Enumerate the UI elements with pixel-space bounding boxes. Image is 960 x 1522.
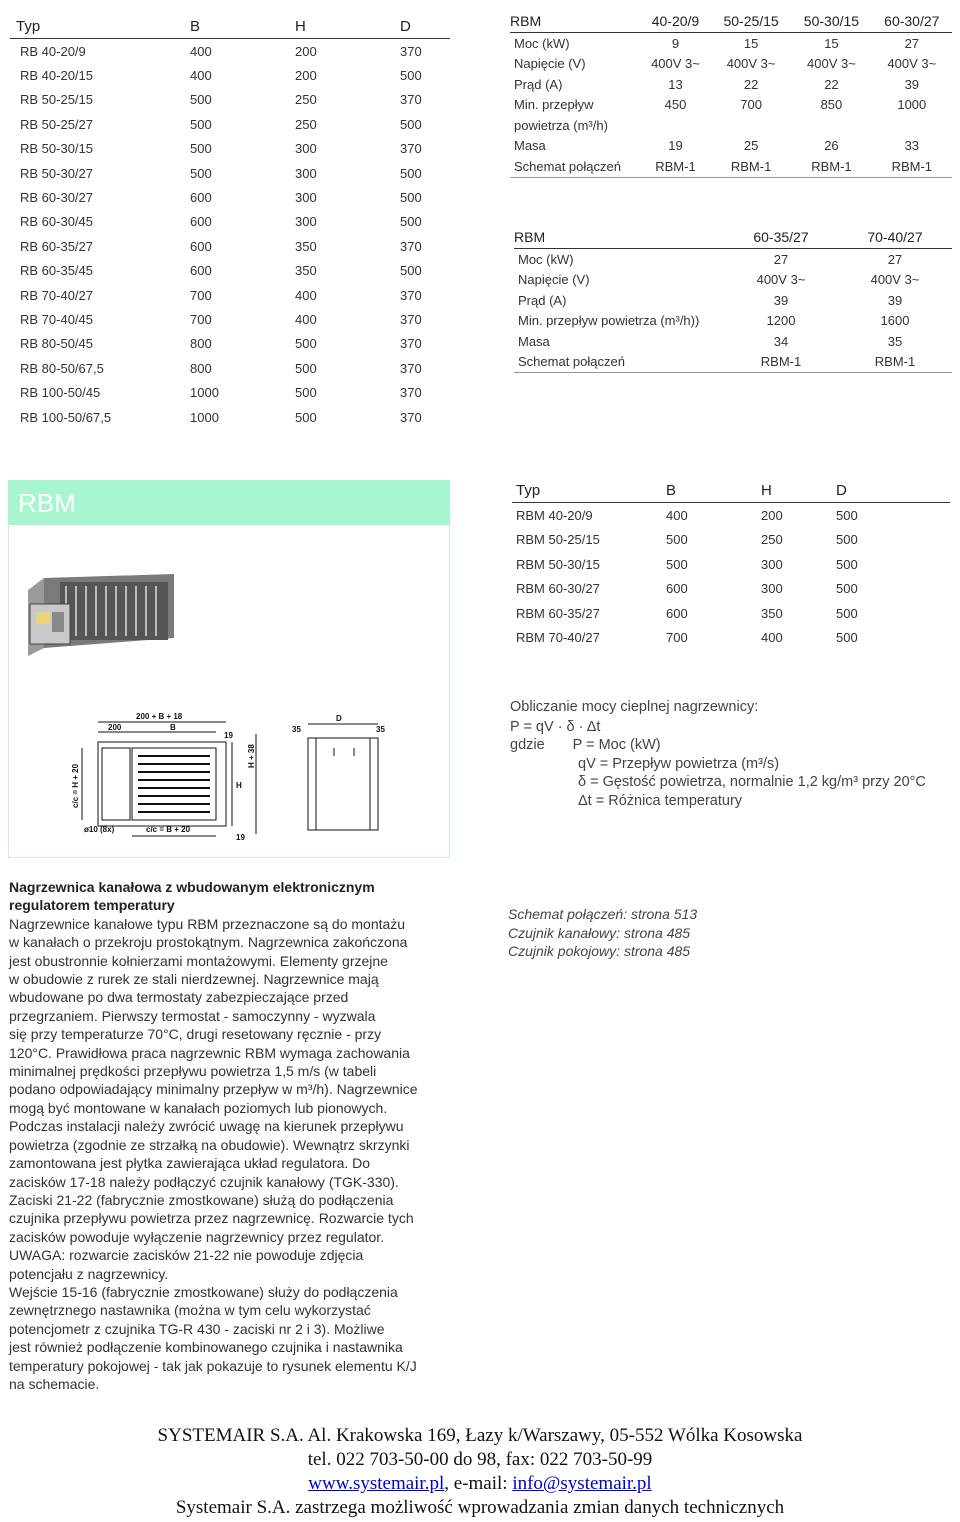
dim-label: c/c = H + 20 — [71, 763, 80, 808]
row-label: RB 100-50/45 — [20, 385, 101, 401]
table-cell: RBM-1 — [640, 156, 711, 177]
table-row — [512, 552, 950, 577]
table-cell: 700 — [740, 97, 762, 113]
col-header-typ: Typ — [512, 478, 666, 503]
ref-schemat: Schemat połączeń: strona 513 — [508, 906, 698, 922]
row-label: RBM 60-35/27 — [516, 605, 600, 621]
description-line: mogą być montowane w kanałach poziomych lub pionowych. — [9, 1099, 388, 1116]
description-line: przegrzaniem. Pierwszy termostat - samoczynny - wyzwala — [9, 1007, 376, 1024]
table-cell: 35 — [887, 333, 903, 349]
description-line: Zaciski 21-22 (fabrycznie zmostkowane) służą do podłączenia — [9, 1191, 394, 1208]
table-cell: 39 — [773, 292, 789, 308]
table-cell: 800 — [190, 336, 212, 352]
table-cell: 200 — [295, 68, 317, 84]
table-cell: 13 — [668, 76, 683, 92]
table-cell: 400V 3~ — [807, 56, 856, 72]
table-cell: 600 — [190, 214, 212, 230]
table-cell: 400 — [190, 43, 212, 59]
description-line: w kanałach o przekroju prostokątnym. Nagrzewnica zakończona — [9, 934, 408, 951]
row-label: RB 70-40/27 — [20, 287, 93, 303]
row-label: RB 100-50/67,5 — [20, 409, 112, 425]
table-row — [510, 95, 952, 116]
page-references — [508, 905, 697, 961]
row-label: RB 70-40/45 — [20, 311, 93, 327]
dim-label: c/c = B + 20 — [146, 825, 191, 834]
table-cell: 500 — [295, 385, 317, 401]
table-cell: 370 — [400, 238, 422, 254]
formula-def-qv: qV = Przepływ powietrza (m³/s) — [578, 755, 780, 772]
description-line: w obudowie z rurek ze stali nierdzewnej. Nagrzewnice mają — [9, 971, 379, 988]
description-line: potencjometr z czujnika TG-R 430 - zaciski nr 2 i 3). Możliwe — [9, 1320, 385, 1337]
table-cell: 370 — [400, 287, 422, 303]
description-line: powietrza (zgodnie ze strzałką na obudowie). Wewnątrz skrzynki — [9, 1136, 410, 1153]
col-header-d: D — [400, 14, 450, 39]
dim-label: H — [236, 781, 242, 790]
table-cell: 1000 — [190, 409, 219, 425]
table-cell: 500 — [400, 214, 422, 230]
spec1-body — [510, 33, 952, 178]
footer-disclaimer: Systemair S.A. zastrzega możliwość wprowadzania zmian danych technicznych — [175, 1497, 785, 1518]
row-label: Min. przepływ powietrza (m³/h)) — [518, 313, 700, 329]
table-cell: 250 — [295, 92, 317, 108]
table-cell: 700 — [190, 287, 212, 303]
row-label: RB 40-20/9 — [20, 43, 86, 59]
dim-label: 35 — [292, 725, 301, 734]
row-label: Schemat połączeń — [510, 156, 640, 177]
table-cell: 9 — [671, 35, 680, 51]
footer-phone: tel. 022 703-50-00 do 98, fax: 022 703-50-99 — [307, 1449, 653, 1470]
table-cell: 19 — [668, 138, 683, 154]
dim-label: H + 38 — [247, 744, 256, 768]
row-label: Masa — [518, 333, 550, 349]
description-line: potencjału z nagrzewnicy. — [9, 1265, 169, 1282]
table-cell: 450 — [664, 97, 687, 113]
table-cell: 22 — [743, 76, 759, 92]
spec2-body — [514, 249, 952, 373]
table-cell: 300 — [295, 214, 317, 230]
table-row — [510, 33, 952, 54]
table-cell: 500 — [400, 116, 422, 132]
table-row — [10, 161, 450, 185]
col-header-rbm: RBM — [510, 10, 640, 33]
table-cell: 27 — [773, 251, 789, 267]
rbm-section-title: RBM — [18, 488, 76, 518]
dim-label: 19 — [236, 833, 245, 842]
description-line: jest również podłączenie kombinowanego czujnika i nastawnika — [9, 1339, 403, 1356]
formula-def-p: P = Moc (kW) — [572, 737, 661, 753]
description-line: Nagrzewnice kanałowe typu RBM przeznaczone są do montażu — [9, 915, 406, 932]
formula-equation: P = qV · δ · Δt — [510, 718, 601, 735]
table-cell: 500 — [836, 556, 858, 572]
table-cell: 370 — [400, 311, 422, 327]
dim-label: 35 — [376, 725, 385, 734]
table-row — [10, 332, 450, 356]
row-label: RB 60-35/27 — [20, 238, 93, 254]
description-line: jest obustronnie kołnierzami montażowymi. Elementy grzejne — [9, 952, 388, 969]
table-cell: 370 — [400, 141, 422, 157]
table-cell: 350 — [295, 238, 317, 254]
table-cell: 370 — [400, 409, 422, 425]
table-cell: 500 — [400, 263, 422, 279]
table-cell: 300 — [761, 581, 783, 597]
row-label: RB 50-30/15 — [20, 141, 93, 157]
table-cell: 39 — [904, 76, 920, 92]
col-header-d: D — [836, 478, 950, 503]
row-label: RB 60-30/27 — [20, 190, 93, 206]
table-cell: 500 — [295, 360, 317, 376]
table-row — [510, 74, 952, 95]
row-label: RB 60-30/45 — [20, 214, 93, 230]
rbm-table-body — [512, 503, 950, 651]
table-row — [10, 185, 450, 209]
row-label: RB 60-35/45 — [20, 263, 93, 279]
table-cell: 300 — [295, 165, 317, 181]
row-label: Moc (kW) — [518, 251, 574, 267]
description-line: UWAGA: rozwarcie zacisków 21-22 nie powoduje zdjęcia — [9, 1247, 364, 1264]
row-label: RBM 40-20/9 — [516, 507, 593, 523]
table-cell: 300 — [761, 556, 783, 572]
table-cell: 850 — [820, 97, 843, 113]
description-line: podano odpowiadający minimalny przepływ w m³/h). Nagrzewnice — [9, 1081, 418, 1098]
footer-address: SYSTEMAIR S.A. Al. Krakowska 169, Łazy k/Warszawy, 05-552 Wólka Kosowska — [157, 1425, 803, 1446]
rbm-spec-table-2 — [514, 226, 952, 373]
table-cell: 370 — [400, 360, 422, 376]
description-heading: regulatorem temperatury — [9, 897, 175, 914]
table-cell: 500 — [836, 532, 858, 548]
table-cell: 200 — [761, 507, 783, 523]
table-row — [512, 503, 950, 528]
table-header-row — [512, 478, 950, 503]
table-cell: 500 — [666, 532, 688, 548]
table-cell: 370 — [400, 43, 422, 59]
table-cell: 400V 3~ — [870, 272, 920, 288]
table-cell: 26 — [824, 138, 839, 154]
table-cell: 400 — [190, 68, 212, 84]
table-row — [10, 88, 450, 112]
col-header-rbm: RBM — [514, 226, 724, 249]
table-cell: RBM-1 — [711, 156, 791, 177]
table-cell: 25 — [743, 138, 759, 154]
description-line: zacisków 17-18 należy podłączyć czujnik kanałowy (TGK-330). — [9, 1173, 399, 1190]
table-row — [10, 307, 450, 331]
table-cell: 500 — [666, 556, 688, 572]
formula-def-dt: Δt = Różnica temperatury — [578, 792, 743, 809]
table-row — [10, 210, 450, 234]
table-cell: 500 — [190, 141, 212, 157]
row-label: RB 50-25/15 — [20, 92, 93, 108]
table-row — [514, 331, 952, 352]
col-header-h: H — [761, 478, 836, 503]
table-cell: 1200 — [766, 313, 796, 329]
table-cell: 200 — [295, 43, 317, 59]
table-cell: RBM-1 — [724, 352, 838, 373]
dim-label: 19 — [224, 731, 233, 740]
table-cell — [791, 115, 871, 136]
table-cell: 500 — [836, 581, 858, 597]
table-cell: 500 — [190, 92, 212, 108]
row-label: RB 80-50/67,5 — [20, 360, 104, 376]
table-cell: 500 — [400, 165, 422, 181]
table-cell: 500 — [836, 630, 858, 646]
col-header-b: B — [190, 14, 295, 39]
table-cell: 500 — [836, 605, 858, 621]
table-row — [510, 115, 952, 136]
dim-label: 200 — [108, 723, 122, 732]
table-cell: 370 — [400, 336, 422, 352]
page-footer — [0, 1424, 960, 1520]
table-cell: 15 — [743, 35, 759, 51]
row-label: RBM 50-30/15 — [516, 556, 600, 572]
table-row — [10, 234, 450, 258]
table-row — [514, 290, 952, 311]
table-cell: 700 — [190, 311, 212, 327]
table-cell: 33 — [904, 138, 920, 154]
row-label: Min. przepływ — [514, 97, 594, 113]
description-line: czujnika przepływu powietrza przez nagrzewnicę. Rozwarcie tych — [9, 1210, 414, 1227]
rbm-spec-table-1 — [510, 10, 952, 178]
row-label: RBM 70-40/27 — [516, 630, 600, 646]
row-label: powietrza (m³/h) — [514, 117, 608, 133]
description-body — [9, 915, 454, 1394]
table-cell: 300 — [295, 141, 317, 157]
table-cell: 27 — [887, 251, 903, 267]
description-line: zacisków powoduje wyłączenie nagrzewnicy przez regulator. — [9, 1228, 385, 1245]
table-row — [10, 112, 450, 136]
row-label: RBM 60-30/27 — [516, 581, 600, 597]
dim-label: 200 + B + 18 — [136, 712, 183, 721]
heater-photo — [24, 568, 184, 658]
table-cell: 700 — [666, 630, 688, 646]
rb-dimensions-table — [10, 14, 450, 429]
formula-where: gdzie — [510, 737, 545, 753]
description-line: 120°C. Prawidłowa praca nagrzewnic RBM wymaga zachowania — [9, 1044, 410, 1061]
table-cell: 400V 3~ — [887, 56, 937, 72]
table-cell: 400V 3~ — [756, 272, 806, 288]
col-header-b: B — [666, 478, 761, 503]
table-cell: 350 — [295, 263, 317, 279]
dimension-drawing — [58, 708, 398, 848]
table-cell: 1000 — [190, 385, 219, 401]
table-cell: 800 — [190, 360, 212, 376]
table-cell: 600 — [666, 605, 688, 621]
description-line: temperatury pokojowej - tak jak pokazuje to rysunek elementu K/J — [9, 1357, 417, 1374]
col-header-model: 60-30/27 — [872, 10, 952, 33]
description-line: zamontowana jest płytka zawierająca układ regulatora. Do — [9, 1155, 371, 1172]
row-label: Schemat połączeń — [514, 352, 724, 373]
row-label: Prąd (A) — [518, 292, 567, 308]
table-cell: 250 — [295, 116, 317, 132]
table-header-row — [10, 14, 450, 39]
row-label: Moc (kW) — [514, 35, 570, 51]
formula-block — [510, 698, 950, 810]
table-cell: 350 — [761, 605, 783, 621]
formula-title: Obliczanie mocy cieplnej nagrzewnicy: — [510, 699, 759, 715]
table-cell: 34 — [773, 333, 789, 349]
table-cell: 250 — [761, 532, 783, 548]
table-cell: 500 — [295, 409, 317, 425]
table-cell: 400 — [761, 630, 783, 646]
table-cell: 600 — [190, 190, 212, 206]
row-label: Masa — [514, 138, 546, 154]
footer-contact — [0, 1472, 960, 1496]
product-description — [9, 878, 454, 1393]
table-row — [514, 270, 952, 291]
table-cell: 1000 — [897, 97, 927, 113]
description-line: na schemacie. — [9, 1375, 100, 1392]
row-label: RBM 50-25/15 — [516, 532, 600, 548]
table-row — [512, 626, 950, 651]
table-row — [512, 528, 950, 553]
col-header-model: 70-40/27 — [838, 226, 952, 249]
table-row — [10, 259, 450, 283]
description-heading: Nagrzewnica kanałowa z wbudowanym elektronicznym — [9, 879, 375, 895]
table-cell: RBM-1 — [838, 352, 952, 373]
table-cell: RBM-1 — [872, 156, 952, 177]
row-label: RB 80-50/45 — [20, 336, 93, 352]
table-cell — [711, 115, 791, 136]
description-line: się przy temperaturze 70°C, drugi resetowany ręcznie - przy — [9, 1026, 382, 1043]
formula-def-rho: δ = Gęstość powietrza, normalnie 1,2 kg/m³ przy 20°C — [578, 774, 926, 790]
description-line: Podczas instalacji należy zwrócić uwagę na kierunek przepływu — [9, 1118, 404, 1135]
table-row — [10, 380, 450, 404]
table-cell: 600 — [666, 581, 688, 597]
description-line: Wejście 15-16 (fabrycznie zmostkowane) służy do podłączenia — [9, 1283, 398, 1300]
row-label: Napięcie (V) — [514, 56, 586, 72]
table-cell: RBM-1 — [791, 156, 871, 177]
table-row — [10, 39, 450, 64]
col-header-model: 50-25/15 — [711, 10, 791, 33]
table-cell: 500 — [400, 190, 422, 206]
table-row — [510, 156, 952, 177]
table-row — [514, 249, 952, 270]
table-cell: 27 — [904, 35, 920, 51]
table-row — [514, 352, 952, 373]
ref-czujnik-kanalowy: Czujnik kanałowy: strona 485 — [508, 924, 691, 941]
table-cell: 400 — [295, 287, 317, 303]
table-header-row — [510, 10, 952, 33]
table-cell: 500 — [190, 116, 212, 132]
table-cell: 500 — [836, 507, 858, 523]
col-header-model: 60-35/27 — [724, 226, 838, 249]
col-header-model: 50-30/15 — [791, 10, 871, 33]
table-row — [512, 601, 950, 626]
ref-czujnik-pokojowy: Czujnik pokojowy: strona 485 — [508, 943, 691, 959]
rb-table-body — [10, 39, 450, 430]
col-header-h: H — [295, 14, 400, 39]
rbm-dimensions-table — [512, 478, 950, 650]
table-cell: 500 — [400, 68, 422, 84]
col-header-typ: Typ — [10, 14, 190, 39]
table-cell: 500 — [295, 336, 317, 352]
table-cell: 600 — [190, 263, 212, 279]
table-cell: 39 — [887, 292, 903, 308]
email-link[interactable]: info@systemair.pl — [512, 1473, 652, 1494]
table-cell: 22 — [824, 76, 839, 92]
table-row — [10, 283, 450, 307]
table-row — [10, 356, 450, 380]
table-cell: 300 — [295, 190, 317, 206]
table-cell: 15 — [824, 35, 839, 51]
row-label: RB 50-30/27 — [20, 165, 93, 181]
table-row — [510, 54, 952, 75]
table-cell: 1600 — [880, 313, 910, 329]
description-line: wbudowane po dwa termostaty zabezpieczające przed — [9, 989, 349, 1006]
table-row — [510, 136, 952, 157]
table-cell: 400V 3~ — [726, 56, 776, 72]
row-label: Napięcie (V) — [518, 272, 590, 288]
email-label: , e-mail: — [444, 1473, 513, 1494]
table-row — [10, 137, 450, 161]
col-header-model: 40-20/9 — [640, 10, 711, 33]
description-line: minimalnej prędkości przepływu powietrza 1,5 m/s (w tabeli — [9, 1063, 377, 1080]
dim-label: ø10 (8x) — [84, 825, 115, 834]
description-line: zewnętrznego nastawnika (można w tym celu wykorzystać — [9, 1302, 371, 1319]
table-cell: 500 — [190, 165, 212, 181]
table-header-row — [514, 226, 952, 249]
table-cell — [640, 115, 711, 136]
table-row — [10, 405, 450, 429]
dim-label: B — [170, 723, 176, 732]
table-cell: 400V 3~ — [651, 56, 700, 72]
dim-label: D — [336, 714, 342, 723]
table-cell: 400 — [295, 311, 317, 327]
formula-where-row — [510, 736, 950, 755]
table-row — [10, 63, 450, 87]
website-link[interactable]: www.systemair.pl — [308, 1473, 445, 1494]
row-label: RB 50-25/27 — [20, 116, 93, 132]
table-row — [512, 577, 950, 602]
row-label: Prąd (A) — [514, 76, 563, 92]
table-cell: 370 — [400, 385, 422, 401]
table-row — [514, 311, 952, 332]
table-cell: 370 — [400, 92, 422, 108]
table-cell: 400 — [666, 507, 688, 523]
table-cell — [872, 115, 952, 136]
table-cell: 600 — [190, 238, 212, 254]
row-label: RB 40-20/15 — [20, 68, 93, 84]
